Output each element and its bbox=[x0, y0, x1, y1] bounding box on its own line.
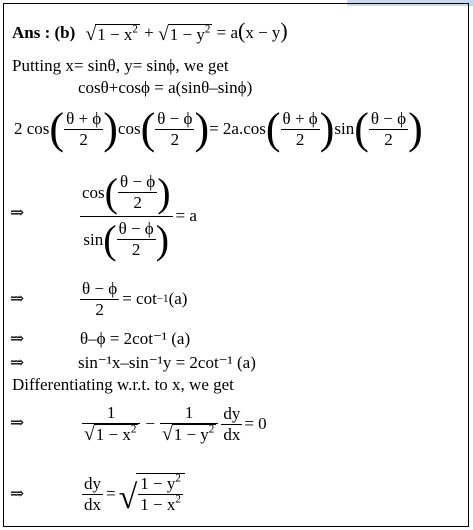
step4: sin⁻¹x–sin⁻¹y = 2cot⁻¹ (a) bbox=[78, 353, 256, 372]
answer-line: Ans : (b) √ $1 - x^2$ + √ $1 - y^2$ = a(x − y) bbox=[12, 18, 288, 46]
identity-line: cosθ+cosϕ = a(sinθ–sinϕ) bbox=[78, 78, 253, 97]
sum-to-product-line: 2 cos ( $\frac{\theta + \phi}{2}$ ) cos ( $\frac{\theta - \phi}{2}$ ) = 2a.cos ( $\frac{\theta + \phi}{2}$ ) sin ( $\frac{\theta - \phi}{2}$ ) bbox=[14, 104, 423, 153]
step6: $\frac{dy}{dx}$ = √ $\frac{1 - y^2}{1 - x^2}$ bbox=[82, 466, 185, 522]
step3: θ–ϕ = 2cot⁻¹ (a) bbox=[80, 329, 191, 348]
sqrt-term-1: √ $1 - x^2$ bbox=[85, 22, 138, 46]
step2: $\frac{\theta - \phi}{2}$ = cot −1 (a) bbox=[82, 278, 188, 319]
sqrt-term-2: √ $1 - y^2$ bbox=[158, 22, 211, 46]
putting-line: Putting x= sinθ, y= sinϕ, we get bbox=[12, 56, 229, 75]
implies-arrow-2: ⇒ bbox=[10, 289, 25, 308]
differentiating-line: Differentiating w.r.t. to x, we get bbox=[12, 375, 234, 394]
implies-arrow-5: ⇒ bbox=[10, 413, 25, 432]
step1: cos ( $\frac{\theta - \phi}{2}$ ) sin ( $\frac{\theta - \phi}{2}$ ) = a bbox=[82, 169, 197, 262]
implies-arrow-4: ⇒ bbox=[10, 353, 25, 372]
step5: 1 √ $1 - x^2$ − 1 √ $1 - y^2$ $\frac{dy}{dx}$ = 0 bbox=[84, 403, 267, 446]
implies-arrow-1: ⇒ bbox=[10, 203, 25, 222]
answer-label: Ans : (b) bbox=[12, 23, 76, 42]
implies-arrow-6: ⇒ bbox=[10, 484, 25, 503]
implies-arrow-3: ⇒ bbox=[10, 329, 25, 348]
